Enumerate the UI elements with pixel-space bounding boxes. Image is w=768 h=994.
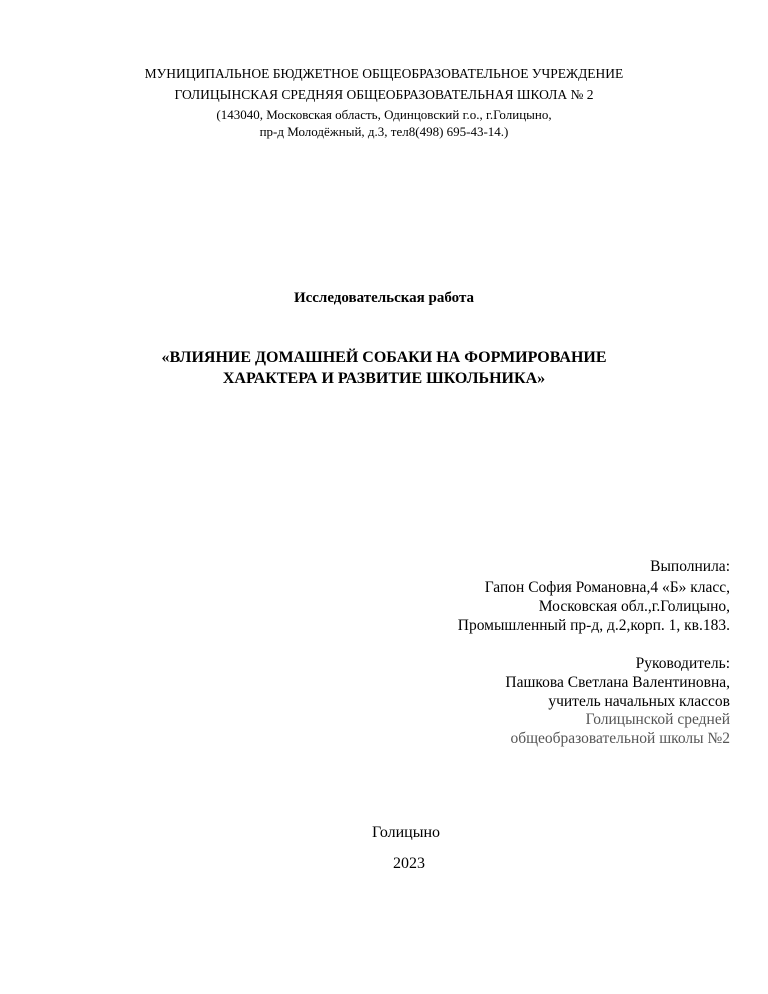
address-line-2: пр-д Молодёжный, д.3, тел8(498) 695-43-14.) (259, 124, 509, 139)
author-label: Выполнила: (650, 558, 730, 575)
author-name: Гапон София Романовна,4 «Б» класс, (484, 579, 730, 596)
work-title-line-2: ХАРАКТЕРА И РАЗВИТИЕ ШКОЛЬНИКА» (222, 370, 546, 387)
footer-year: 2023 (393, 855, 425, 872)
work-title-line-1: «ВЛИЯНИЕ ДОМАШНЕЙ СОБАКИ НА ФОРМИРОВАНИЕ (161, 349, 607, 366)
author-address-2: Промышленный пр-д, д.2,корп. 1, кв.183. (457, 617, 730, 634)
institution-line-1: МУНИЦИПАЛЬНОЕ БЮДЖЕТНОЕ ОБЩЕОБРАЗОВАТЕЛЬНОЕ УЧРЕЖДЕНИЕ (144, 66, 624, 81)
work-type: Исследовательская работа (293, 290, 475, 306)
institution-line-2: ГОЛИЦЫНСКАЯ СРЕДНЯЯ ОБЩЕОБРАЗОВАТЕЛЬНАЯ ШКОЛА № 2 (174, 87, 594, 102)
supervisor-name: Пашкова Светлана Валентиновна, (505, 674, 730, 691)
supervisor-school-2: общеобразовательной школы №2 (510, 730, 730, 747)
author-address-1: Московская обл.,г.Голицыно, (538, 598, 730, 615)
supervisor-school-1: Голицынской средней (585, 711, 730, 728)
supervisor-position: учитель начальных классов (548, 693, 730, 710)
footer-city: Голицыно (372, 824, 441, 841)
supervisor-label: Руководитель: (635, 655, 730, 672)
address-line-1: (143040, Московская область, Одинцовский г.о., г.Голицыно, (216, 107, 552, 122)
